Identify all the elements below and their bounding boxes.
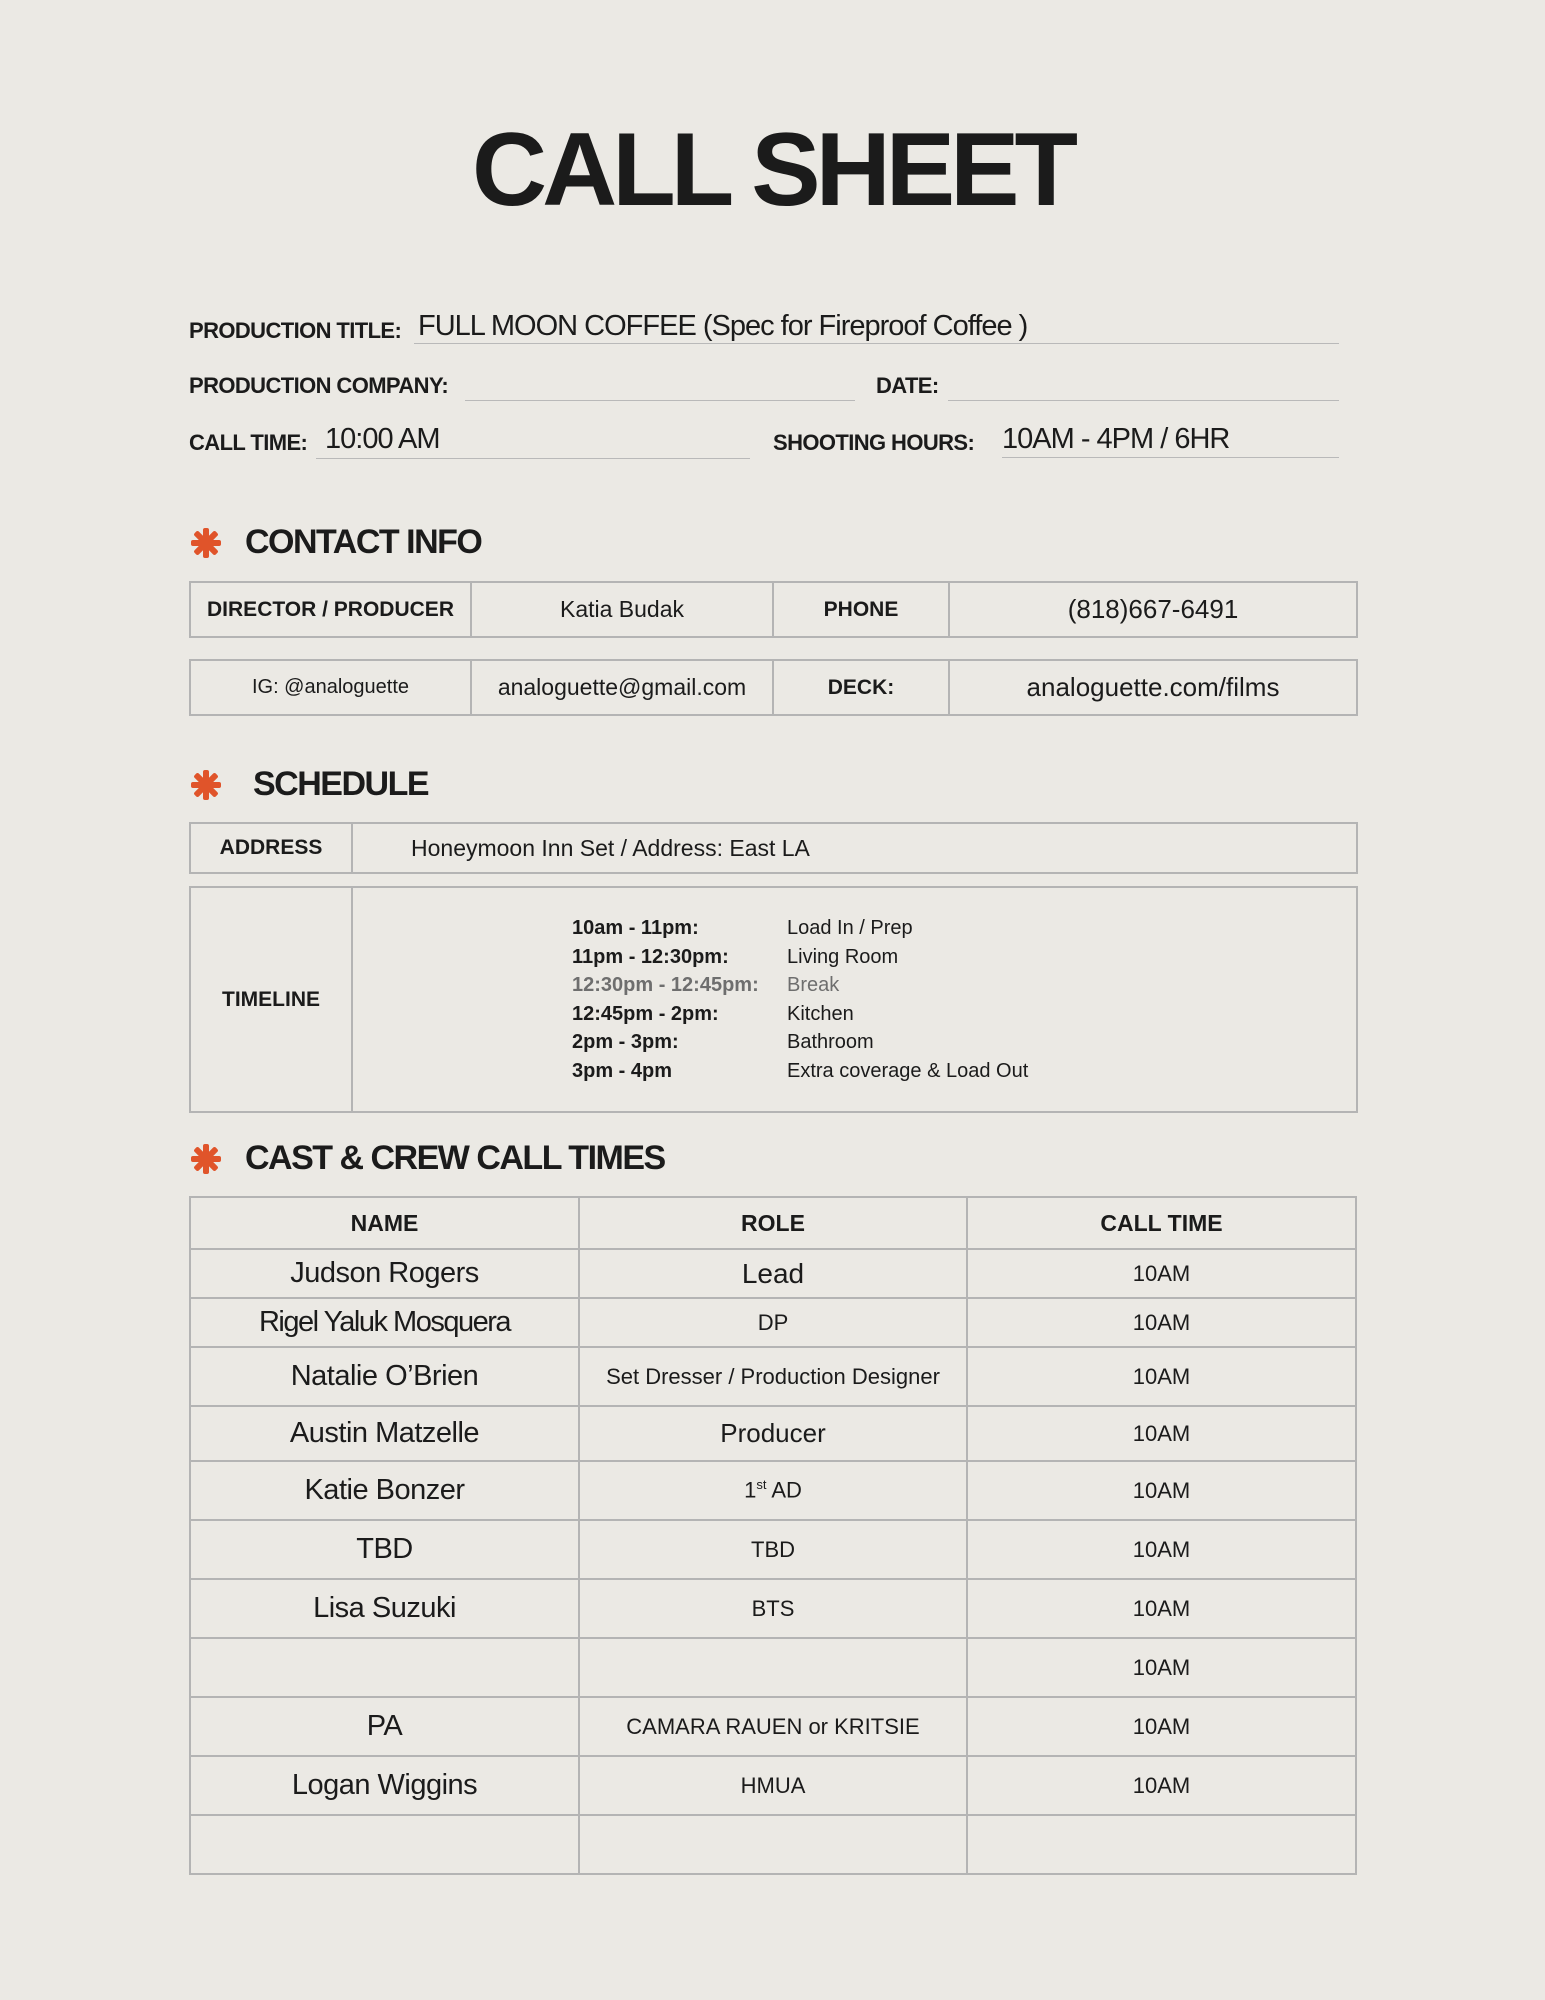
timeline-time: 3pm - 4pm (572, 1059, 673, 1082)
address-value: Honeymoon Inn Set / Address: East LA (352, 823, 1357, 873)
timeline-time: 11pm - 12:30pm: (572, 945, 729, 968)
role-column-header: ROLE (579, 1197, 967, 1249)
cast-call-time: 10AM (967, 1298, 1356, 1347)
cast-role: Producer (579, 1406, 967, 1461)
shooting-hours-line (1002, 457, 1339, 458)
cast-name: Austin Matzelle (190, 1406, 579, 1461)
cast-role: BTS (579, 1579, 967, 1638)
timeline-row (572, 943, 1356, 972)
timeline-time: 10am - 11pm: (572, 917, 699, 939)
cast-name: Rigel Yaluk Mosquera (190, 1298, 579, 1347)
table-row (190, 1579, 1356, 1638)
table-row (190, 1298, 1356, 1347)
cast-role: DP (579, 1298, 967, 1347)
role-ordinal-suffix: st (756, 1477, 767, 1493)
cast-name: Judson Rogers (190, 1249, 579, 1298)
phone-label: PHONE (773, 582, 949, 637)
table-row (190, 1249, 1356, 1298)
asterisk-icon (189, 768, 223, 802)
deck-link[interactable]: analoguette.com/films (949, 660, 1357, 715)
call-time-line (316, 458, 750, 459)
table-row (190, 1461, 1356, 1520)
timeline-row (572, 1000, 1356, 1029)
cast-role (579, 1638, 967, 1697)
contact-info-header (189, 523, 481, 562)
table-row (190, 1520, 1356, 1579)
table-row (190, 1638, 1356, 1697)
deck-label: DECK: (773, 660, 949, 715)
cast-call-time: 10AM (967, 1579, 1356, 1638)
table-row (190, 1756, 1356, 1815)
timeline-activity: Living Room (787, 945, 899, 968)
shooting-hours-label: SHOOTING HOURS: (773, 430, 975, 455)
cast-call-time: 10AM (967, 1697, 1356, 1756)
cast-name: Logan Wiggins (190, 1756, 579, 1815)
cast-crew-title: CAST & CREW CALL TIMES (245, 1139, 665, 1177)
phone-value[interactable]: (818)667-6491 (949, 582, 1357, 637)
cast-call-time: 10AM (967, 1756, 1356, 1815)
asterisk-icon (189, 1142, 223, 1176)
cast-role (579, 1815, 967, 1874)
timeline-row (572, 1028, 1356, 1057)
timeline-list (352, 887, 1357, 1112)
cast-role: CAMARA RAUEN or KRITSIE (579, 1697, 967, 1756)
cast-call-time: 10AM (967, 1638, 1356, 1697)
cast-call-time: 10AM (967, 1406, 1356, 1461)
cast-name (190, 1815, 579, 1874)
table-header-row (190, 1197, 1356, 1249)
timeline-label: TIMELINE (190, 887, 352, 1112)
page-title: CALL SHEET (471, 112, 1073, 228)
director-name: Katia Budak (471, 582, 773, 637)
email-value[interactable]: analoguette@gmail.com (471, 660, 773, 715)
cast-call-time: 10AM (967, 1520, 1356, 1579)
cast-role: TBD (579, 1520, 967, 1579)
timeline-activity: Bathroom (787, 1031, 874, 1053)
timeline-row (572, 971, 1356, 1000)
timeline-row (572, 1057, 1356, 1086)
schedule-title: SCHEDULE (253, 765, 429, 803)
table-row (190, 1815, 1356, 1874)
cast-crew-header (189, 1139, 665, 1178)
cast-name (190, 1638, 579, 1697)
call-time-value[interactable]: 10:00 AM (325, 423, 440, 455)
timeline-row (572, 914, 1356, 943)
contact-table-2 (189, 659, 1358, 716)
call-time-column-header: CALL TIME (967, 1197, 1356, 1249)
schedule-header (189, 765, 428, 804)
timeline-activity: Break (787, 974, 840, 996)
table-row (190, 1347, 1356, 1406)
cast-role: Set Dresser / Production Designer (579, 1347, 967, 1406)
cast-name: Katie Bonzer (190, 1461, 579, 1520)
timeline-activity: Extra coverage & Load Out (787, 1059, 1029, 1082)
date-label: DATE: (876, 373, 939, 398)
table-row (190, 1406, 1356, 1461)
cast-name: Lisa Suzuki (190, 1579, 579, 1638)
asterisk-icon (189, 526, 223, 560)
contact-info-title: CONTACT INFO (245, 523, 482, 561)
timeline-time: 12:45pm - 2pm: (572, 1002, 719, 1025)
role-ordinal-number: 1 (744, 1477, 757, 1503)
production-title-label: PRODUCTION TITLE: (189, 318, 402, 343)
cast-call-time: 10AM (967, 1347, 1356, 1406)
production-company-line (465, 400, 855, 401)
director-label: DIRECTOR / PRODUCER (190, 582, 471, 637)
timeline-time: 12:30pm - 12:45pm: (572, 974, 759, 996)
cast-role (579, 1461, 967, 1520)
shooting-hours-value[interactable]: 10AM - 4PM / 6HR (1002, 423, 1230, 455)
production-title-line (414, 343, 1339, 344)
cast-role: Lead (579, 1249, 967, 1298)
production-company-label: PRODUCTION COMPANY: (189, 373, 449, 398)
table-row (190, 1697, 1356, 1756)
timeline-table (189, 886, 1358, 1113)
date-line (948, 400, 1339, 401)
role-text: AD (766, 1477, 802, 1503)
name-column-header: NAME (190, 1197, 579, 1249)
cast-call-time: 10AM (967, 1461, 1356, 1520)
timeline-time: 2pm - 3pm: (572, 1031, 679, 1053)
cast-crew-table (189, 1196, 1357, 1875)
cast-name: Natalie O’Brien (190, 1347, 579, 1406)
cast-name: PA (190, 1697, 579, 1756)
cast-name: TBD (190, 1520, 579, 1579)
timeline-activity: Load In / Prep (787, 917, 913, 939)
call-time-label: CALL TIME: (189, 430, 308, 455)
timeline-activity: Kitchen (787, 1002, 854, 1025)
contact-table-1 (189, 581, 1358, 638)
production-title-value[interactable]: FULL MOON COFFEE (Spec for Fireproof Coffee ) (418, 310, 1028, 342)
address-table (189, 822, 1358, 874)
instagram-handle[interactable]: IG: @analoguette (190, 660, 471, 715)
address-label: ADDRESS (190, 823, 352, 873)
cast-call-time (967, 1815, 1356, 1874)
cast-role: HMUA (579, 1756, 967, 1815)
cast-call-time: 10AM (967, 1249, 1356, 1298)
